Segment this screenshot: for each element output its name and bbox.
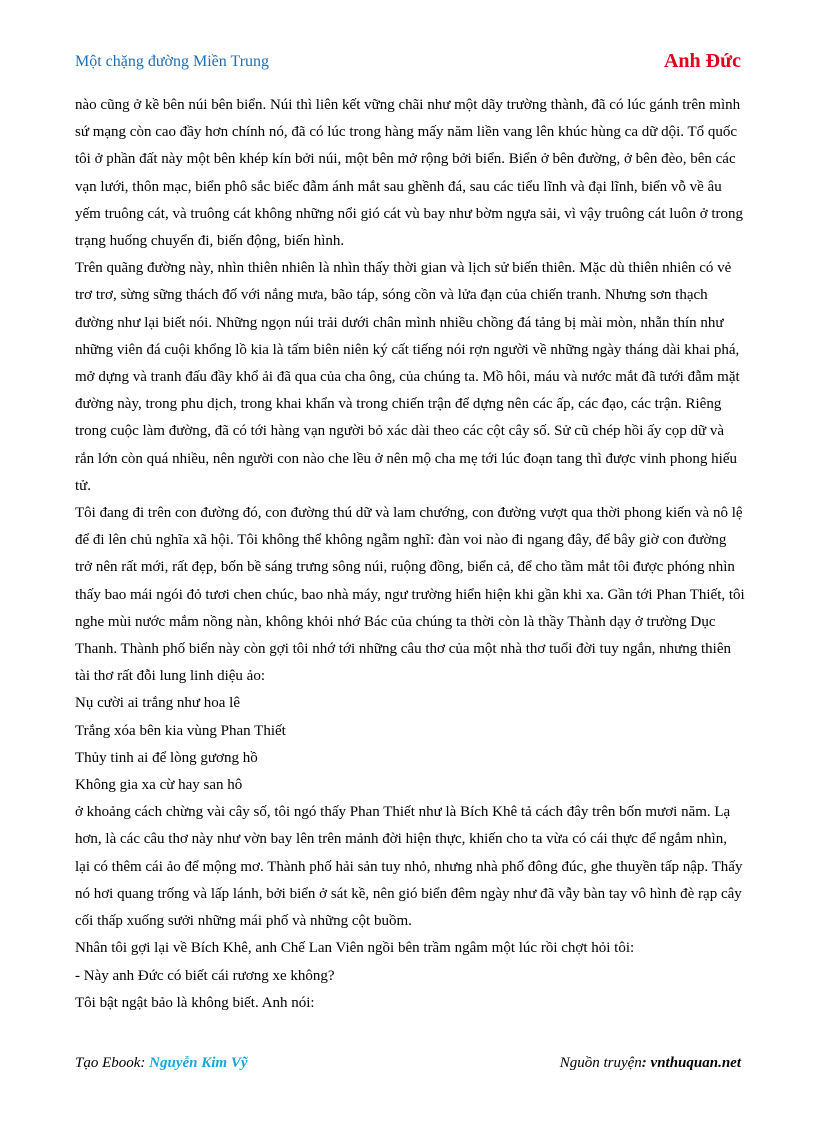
source-credit-separator: : [641, 1055, 651, 1071]
poem-line: Nụ cười ai trắng như hoa lê [75, 695, 240, 712]
dialogue-line: - Này anh Đức có biết cái rương xe không? [75, 967, 335, 984]
page-footer [75, 1055, 741, 1079]
paragraph: Tôi bật ngật bảo là không biết. Anh nói: [75, 994, 315, 1011]
page-body [75, 92, 745, 1017]
poem-line: Thủy tinh ai để lòng gương hồ [75, 749, 258, 766]
poem-line: Không gia xa cừ hay san hô [75, 777, 243, 794]
book-title: Một chặng đường Miền Trung [75, 53, 270, 70]
ebook-credit-separator: : [140, 1055, 150, 1071]
source-credit-label: Nguồn truyện [559, 1055, 642, 1071]
ebook-credit-label: Tạo Ebook [75, 1055, 141, 1071]
paragraph: Trên quãng đường này, nhìn thiên nhiên là nhìn thấy thời gian và lịch sử biến thiên. Mặc dù thiên nhiên có vẻ trơ trơ, sừng sững thách đố với nắng mưa, bão táp, sóng cồn và lửa đạn của chiến tranh. Nhưng sơn thạch đường như lại biết nói. Những ngọn núi trải dưới chân mình nhiều chồng đá tảng bị mài mòn, nhẵn thín như những viên đá cuội khổng lồ kia là tấm biên niên ký cất tiếng nói rợn người về những ngày tháng dài khai phá, mở dựng và tranh đấu đầy khổ ải đã qua của cha ông, của chúng ta. Mồ hôi, máu và nước mắt đã tưới đẫm mặt đường này, trong phu dịch, trong khai khẩn và trong chiến trận để dựng nên các ấp, các đạo, các trận. Riêng trong cuộc làm đường, đã có tới hàng vạn người bỏ xác dài theo các cột cây số. Sử cũ chép hồi ấy cọp dữ và rắn lớn còn quá nhiều, nên người con nào che lều ở nên mộ cha mẹ tới lúc đoạn tang thì được vinh phong hiếu tử. [75, 260, 740, 494]
paragraph: Tôi đang đi trên con đường đó, con đường thú dữ và lam chướng, con đường vượt qua thời phong kiến và nô lệ để đi lên chủ nghĩa xã hội. Tôi không thể không ngẫm nghĩ: đàn voi nào đi ngang đây, để bây giờ con đường trở nên rất mới, rất đẹp, bốn bề sáng trưng sông núi, ruộng đồng, biển cả, để cho tầm mắt tôi được phóng nhìn thấy bao mái ngói đỏ tươi chen chúc, bao nhà máy, ngư trường hiển hiện khi gần khi xa. Gần tới Phan Thiết, tôi nghe mùi nước mắm nồng nàn, không khỏi nhớ Bác của chúng ta thời còn là thầy Thành dạy ở trường Dục Thanh. Thành phố biển này còn gợi tôi nhớ tới những câu thơ của một nhà thơ tuổi đời tuy ngắn, nhưng thiên tài thơ rất đỗi lung linh diệu ảo: [75, 505, 745, 685]
paragraph: ở khoảng cách chừng vài cây số, tôi ngó thấy Phan Thiết như là Bích Khê tả cách đây trên bốn mươi năm. Lạ hơn, là các câu thơ này như vờn bay lên trên mảnh đời hiện thực, khiến cho ta vừa có cái thực để ngắm nhìn, lại có thêm cái ảo để mộng mơ. Thành phố hải sản tuy nhỏ, nhưng nhà phố đông đúc, ghe thuyền tấp nập. Thấy nó hơi quang trống và lấp lánh, bởi biển ở sát kề, nên gió biển đêm ngày như đã vẫy bàn tay vô hình đè rạp cây cối thấp xuống sưởi những mái phố và những cột buồm. [75, 804, 743, 930]
ebook-creator-name: Nguyễn Kim Vỹ [149, 1055, 248, 1071]
page-header [75, 50, 741, 78]
paragraph: nào cũng ở kề bên núi bên biển. Núi thì liên kết vững chãi như một dãy trường thành, đã có lúc gánh trên mình sứ mạng còn cao đầy hơn chính nó, đã có lúc trong hàng mấy năm liền vang lên khúc hùng ca dữ dội. Tổ quốc tôi ở phần đất này một bên khép kín bởi núi, một bên mở rộng bởi biển. Biển ở bên đường, ở bên đèo, bên các vạn lưới, thôn mạc, biển phô sắc biếc đẫm ánh mắt sau ghềnh đá, sau các tiểu lĩnh và đại lĩnh, biển vỗ về âu yếm truông cát, và truông cát không những nổi gió cát vù bay như bờm ngựa sải, vì vậy truông cát luôn ở trong trạng huống chuyển đi, biến động, biến hình. [75, 97, 744, 250]
author-name: Anh Đức [663, 50, 741, 72]
ebook-credit [75, 1055, 248, 1072]
poem-line: Trắng xóa bên kia vùng Phan Thiết [75, 722, 286, 739]
source-site[interactable]: vnthuquan.net [650, 1055, 741, 1071]
paragraph: Nhân tôi gợi lại về Bích Khê, anh Chế Lan Viên ngồi bên trầm ngâm một lúc rồi chợt hỏi tôi: [75, 940, 635, 957]
source-credit [560, 1055, 741, 1072]
